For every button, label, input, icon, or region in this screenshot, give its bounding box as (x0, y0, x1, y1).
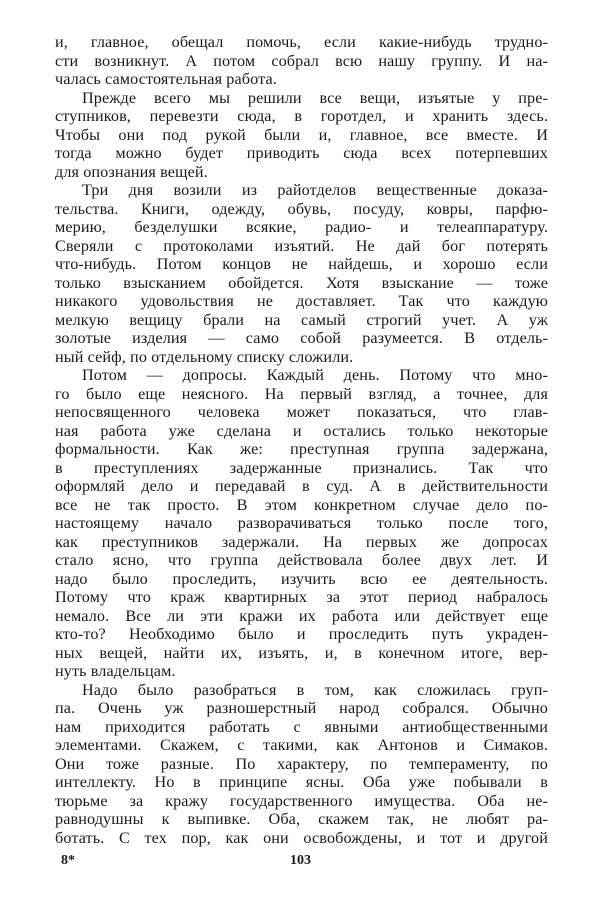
text-line: оформляй дело и передавай в суд. А в действительности (55, 477, 548, 495)
text-line: ных вещей, найти их, изъять, и, в конечном итоге, вер- (55, 643, 548, 662)
text-line: что-нибудь. Потом концов не найдешь, и хорошо если (55, 255, 548, 273)
text-line: для опознания вещей. (55, 162, 208, 181)
text-line: Три дня возили из райотделов вещественные доказа- (82, 181, 548, 199)
text-line: все не так просто. В этом конкретном случае дело по- (55, 495, 548, 514)
text-line: и, главное, обещал помочь, если какие-нибудь трудно- (55, 33, 548, 51)
text-line: Потом — допросы. Каждый день. Потому что мно- (82, 366, 548, 384)
text-line: чалась самостоятельная работа. (55, 70, 277, 88)
text-line: надо было проследить, изучить всю ее деятельность. (55, 569, 548, 588)
text-line: в преступлениях задержанные признались. Так что (55, 458, 548, 477)
text-line: тогда можно будет приводить сюда всех потерпевших (55, 144, 548, 162)
text-line: тельства. Книги, одежду, обувь, посуду, ковры, парфю- (55, 199, 548, 218)
text-line: мерию, безделушки всякие, радио- и телеаппаратуру. (55, 218, 548, 236)
text-line: сти возникнут. А потом собрал всю нашу группу. И на- (55, 51, 548, 70)
text-line: золотые изделия — само собой разумеется. В отдель- (55, 329, 548, 347)
text-line: Надо было разобраться в том, как сложилась груп- (82, 680, 548, 699)
text-line: равнодушны к выпивке. Оба, скажем так, не любят ра- (55, 810, 548, 828)
text-line: па. Очень уж разношерстный народ собрался. Обычно (55, 699, 548, 717)
signature-mark: 8* (61, 853, 75, 868)
text-line: стало ясно, что группа действовала более двух лет. И (55, 551, 548, 569)
text-line: мелкую вещицу брали на самый строгий учет. А уж (55, 310, 548, 329)
text-line: ступников, перевезти сюда, в горотдел, и хранить здесь. (55, 107, 548, 125)
text-line: как преступников задержали. На первых же допросах (55, 532, 548, 551)
text-line: ная работа уже сделана и остались только некоторые (55, 421, 548, 440)
paragraph (55, 366, 548, 681)
text-line: кто-то? Необходимо было и проследить путь украден- (55, 625, 548, 643)
text-line: никакого удовольствия не доставляет. Так что каждую (55, 292, 548, 310)
text-line: непосвященного человека может показаться, что глав- (55, 403, 548, 421)
text-line: настоящему начало разворачиваться только после того, (55, 514, 548, 532)
text-line: Прежде всего мы решили все вещи, изъятые у пре- (82, 88, 548, 107)
text-line: только взысканием обойдется. Хотя взыскание — тоже (55, 273, 548, 292)
text-line: ный сейф, по отдельному списку сложили. (55, 347, 354, 366)
text-line: Они тоже разные. По характеру, по темпераменту, по (55, 754, 548, 773)
text-line: нам приходится работать с явными антиобщественными (55, 717, 548, 736)
text-line: немало. Все ли эти кражи их работа или действует еще (55, 606, 548, 625)
body-text (55, 33, 548, 847)
text-line: формальности. Как же: преступная группа задержана, (55, 440, 548, 458)
text-line: элементами. Скажем, с такими, как Антонов и Симаков. (55, 736, 548, 754)
text-line: тюрьме за кражу государственного имущества. Оба не- (55, 791, 548, 810)
paragraph (55, 89, 548, 182)
text-line: ботать. С тех пор, как они освобождены, и тот и другой (55, 828, 548, 847)
text-line: интеллекту. Но в принципе ясны. Оба уже побывали в (55, 773, 548, 791)
paragraph (55, 181, 548, 366)
text-line: го было еще неясного. На первый взгляд, а точнее, для (55, 384, 548, 403)
paragraph (55, 681, 548, 848)
text-line: нуть владельцам. (55, 662, 176, 680)
page-number: 103 (290, 853, 311, 868)
paragraph (55, 33, 548, 89)
text-line: Потому что краж квартирных за этот период набралось (55, 588, 548, 606)
text-line: Чтобы они под рукой были и, главное, все вместе. И (55, 125, 548, 144)
text-line: Сверяли с протоколами изъятий. Не дай бог потерять (55, 236, 548, 255)
